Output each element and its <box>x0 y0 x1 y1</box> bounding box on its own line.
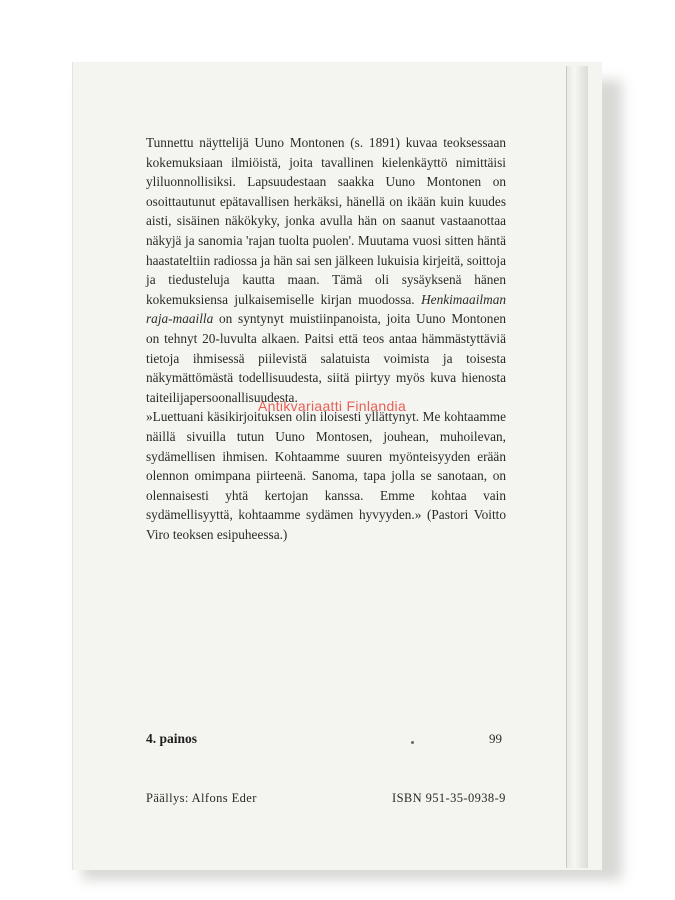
book-spine <box>566 66 588 868</box>
print-dot <box>411 741 414 744</box>
cover-description <box>146 133 506 544</box>
spine-edge-line <box>566 66 567 868</box>
description-text-a: Tunnettu näyttelijä Uuno Montonen (s. 1891) kuvaa teoksessaan kokemuksiaan ilmiöistä, joita tavallinen kielenkäyttö nimittäisi yliluonnollisiksi. Lapsuudestaan saakka Uuno Montonen on osoittautunut epätavallisen herkäksi, hänellä on ikään kuin kuudes aisti, sisäinen näkökyky, jonka avulla hän on saanut vastaanottaa näkyjä ja sanomia 'rajan tuolta puolen'. Muutama vuosi sitten häntä haastateltiin radiossa ja hän sai sen jälkeen lukuisia kirjeitä, soittoja ja tiedusteluja kautta maan. Tämä oli sysäyksenä hänen kokemuksiensa julkaisemiselle kirjan muodossa. <box>146 135 506 307</box>
isbn-number: ISBN 951-35-0938-9 <box>392 791 506 805</box>
cover-designer-credit: Päällys: Alfons Eder <box>146 791 257 805</box>
book-title-italic: Henkimaailman raja-maailla <box>146 291 506 327</box>
edition-label: 4. painos <box>146 731 198 746</box>
class-code: 99 <box>489 731 502 746</box>
description-text-b: on syntynyt muistiinpanoista, joita Uuno Montonen on tehnyt 20-luvulta alkaen. Paitsi että teos antaa hämmästyttäviä tietoja ihmisessä piilevistä salatuista voimista ja toisesta näkymättömästä todellisuudesta, siitä piirtyy myös kuva hienosta taiteilijapersoonallisuudesta. <box>146 311 506 405</box>
description-paragraph-1 <box>146 133 506 407</box>
description-paragraph-2: »Luettuani käsikirjoituksen olin iloisesti yllättynyt. Me kohtaamme näillä sivuilla tutun Uuno Montosen, jouhean, muhoilevan, sydämellisen ihmisen. Kohtaamme suuren myönteisyyden erään olennon omimpana piirteenä. Sanoma, tapa jolla se sanotaan, on olennaisesti yhtä kertojan kanssa. Emme kohtaa vain sydämellisyyttä, kohtaamme sydämen hyvyyden.» (Pastori Voitto Viro teoksen esipuheessa.) <box>146 409 506 542</box>
seller-watermark: Antikvariaatti Finlandia <box>258 398 407 414</box>
